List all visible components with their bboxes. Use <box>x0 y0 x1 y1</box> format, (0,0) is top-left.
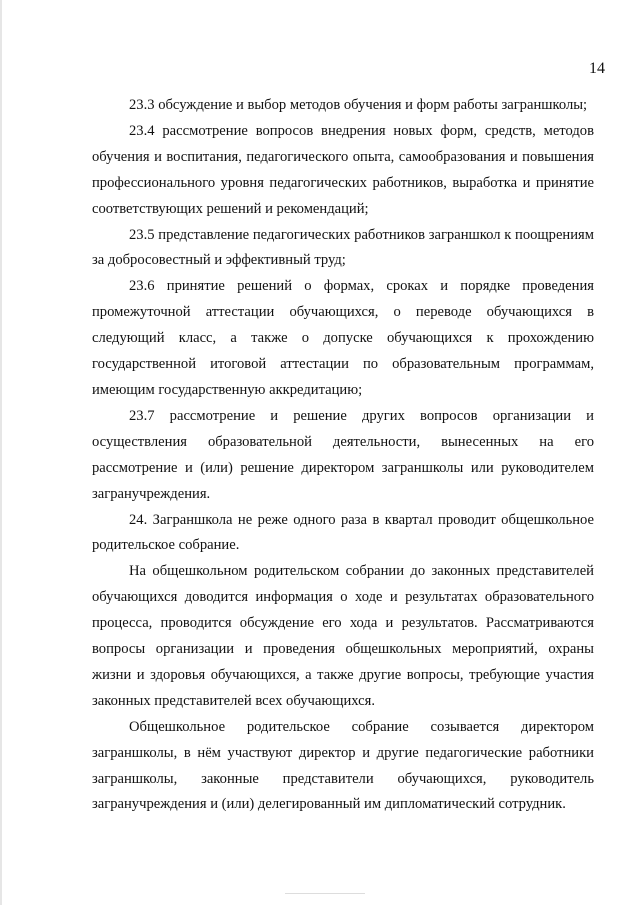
paragraph-23-4: 23.4 рассмотрение вопросов внедрения новых форм, средств, методов обучения и воспитания, педагогического опыта, самообразования и повышения профессионального уровня педагогических работников, выработка и принятие соответствующих решений и рекомендаций; <box>92 122 594 217</box>
paragraph-23-3: 23.3 обсуждение и выбор методов обучения и форм работы заграншколы; <box>129 97 588 113</box>
paragraph-24: 24. Заграншкола не реже одного раза в квартал проводит общешкольное родительское собрание. <box>92 511 594 554</box>
paragraph-parent-meeting-info: На общешкольном родительском собрании до законных представителей обучающихся доводится информация о ходе и результатах образовательного процесса, проводится обсуждение его хода и результатов. Рассматриваются вопросы организации и проведения общешкольных мероприятий, охраны жизни и здоровья обучающихся, а также другие вопросы, требующие участия законных представителей всех обучающихся. <box>92 563 594 709</box>
paragraph-23-7: 23.7 рассмотрение и решение других вопросов организации и осуществления образовательной деятельности, вынесенных на его рассмотрение и (или) решение директором заграншколы или руководителем загранучреждения. <box>92 407 594 502</box>
scan-artifact <box>285 893 365 894</box>
scan-edge <box>0 0 2 905</box>
paragraph-parent-meeting-convening: Общешкольное родительское собрание созывается директором заграншколы, в нём участвуют директор и другие педагогические работники заграншколы, законные представители обучающихся, руководитель загранучреждения и (или) делегированный им дипломатический сотрудник. <box>92 718 594 813</box>
paragraph-23-6: 23.6 принятие решений о формах, сроках и порядке проведения промежуточной аттестации обучающихся, о переводе обучающихся в следующий класс, а также о допуске обучающихся к прохождению государственной итоговой аттестации по образовательным программам, имеющим государственную аккредитацию; <box>92 278 594 398</box>
document-body <box>92 93 594 818</box>
page-number: 14 <box>589 60 605 77</box>
paragraph-23-5: 23.5 представление педагогических работников заграншкол к поощрениям за добросовестный и эффективный труд; <box>92 226 594 269</box>
